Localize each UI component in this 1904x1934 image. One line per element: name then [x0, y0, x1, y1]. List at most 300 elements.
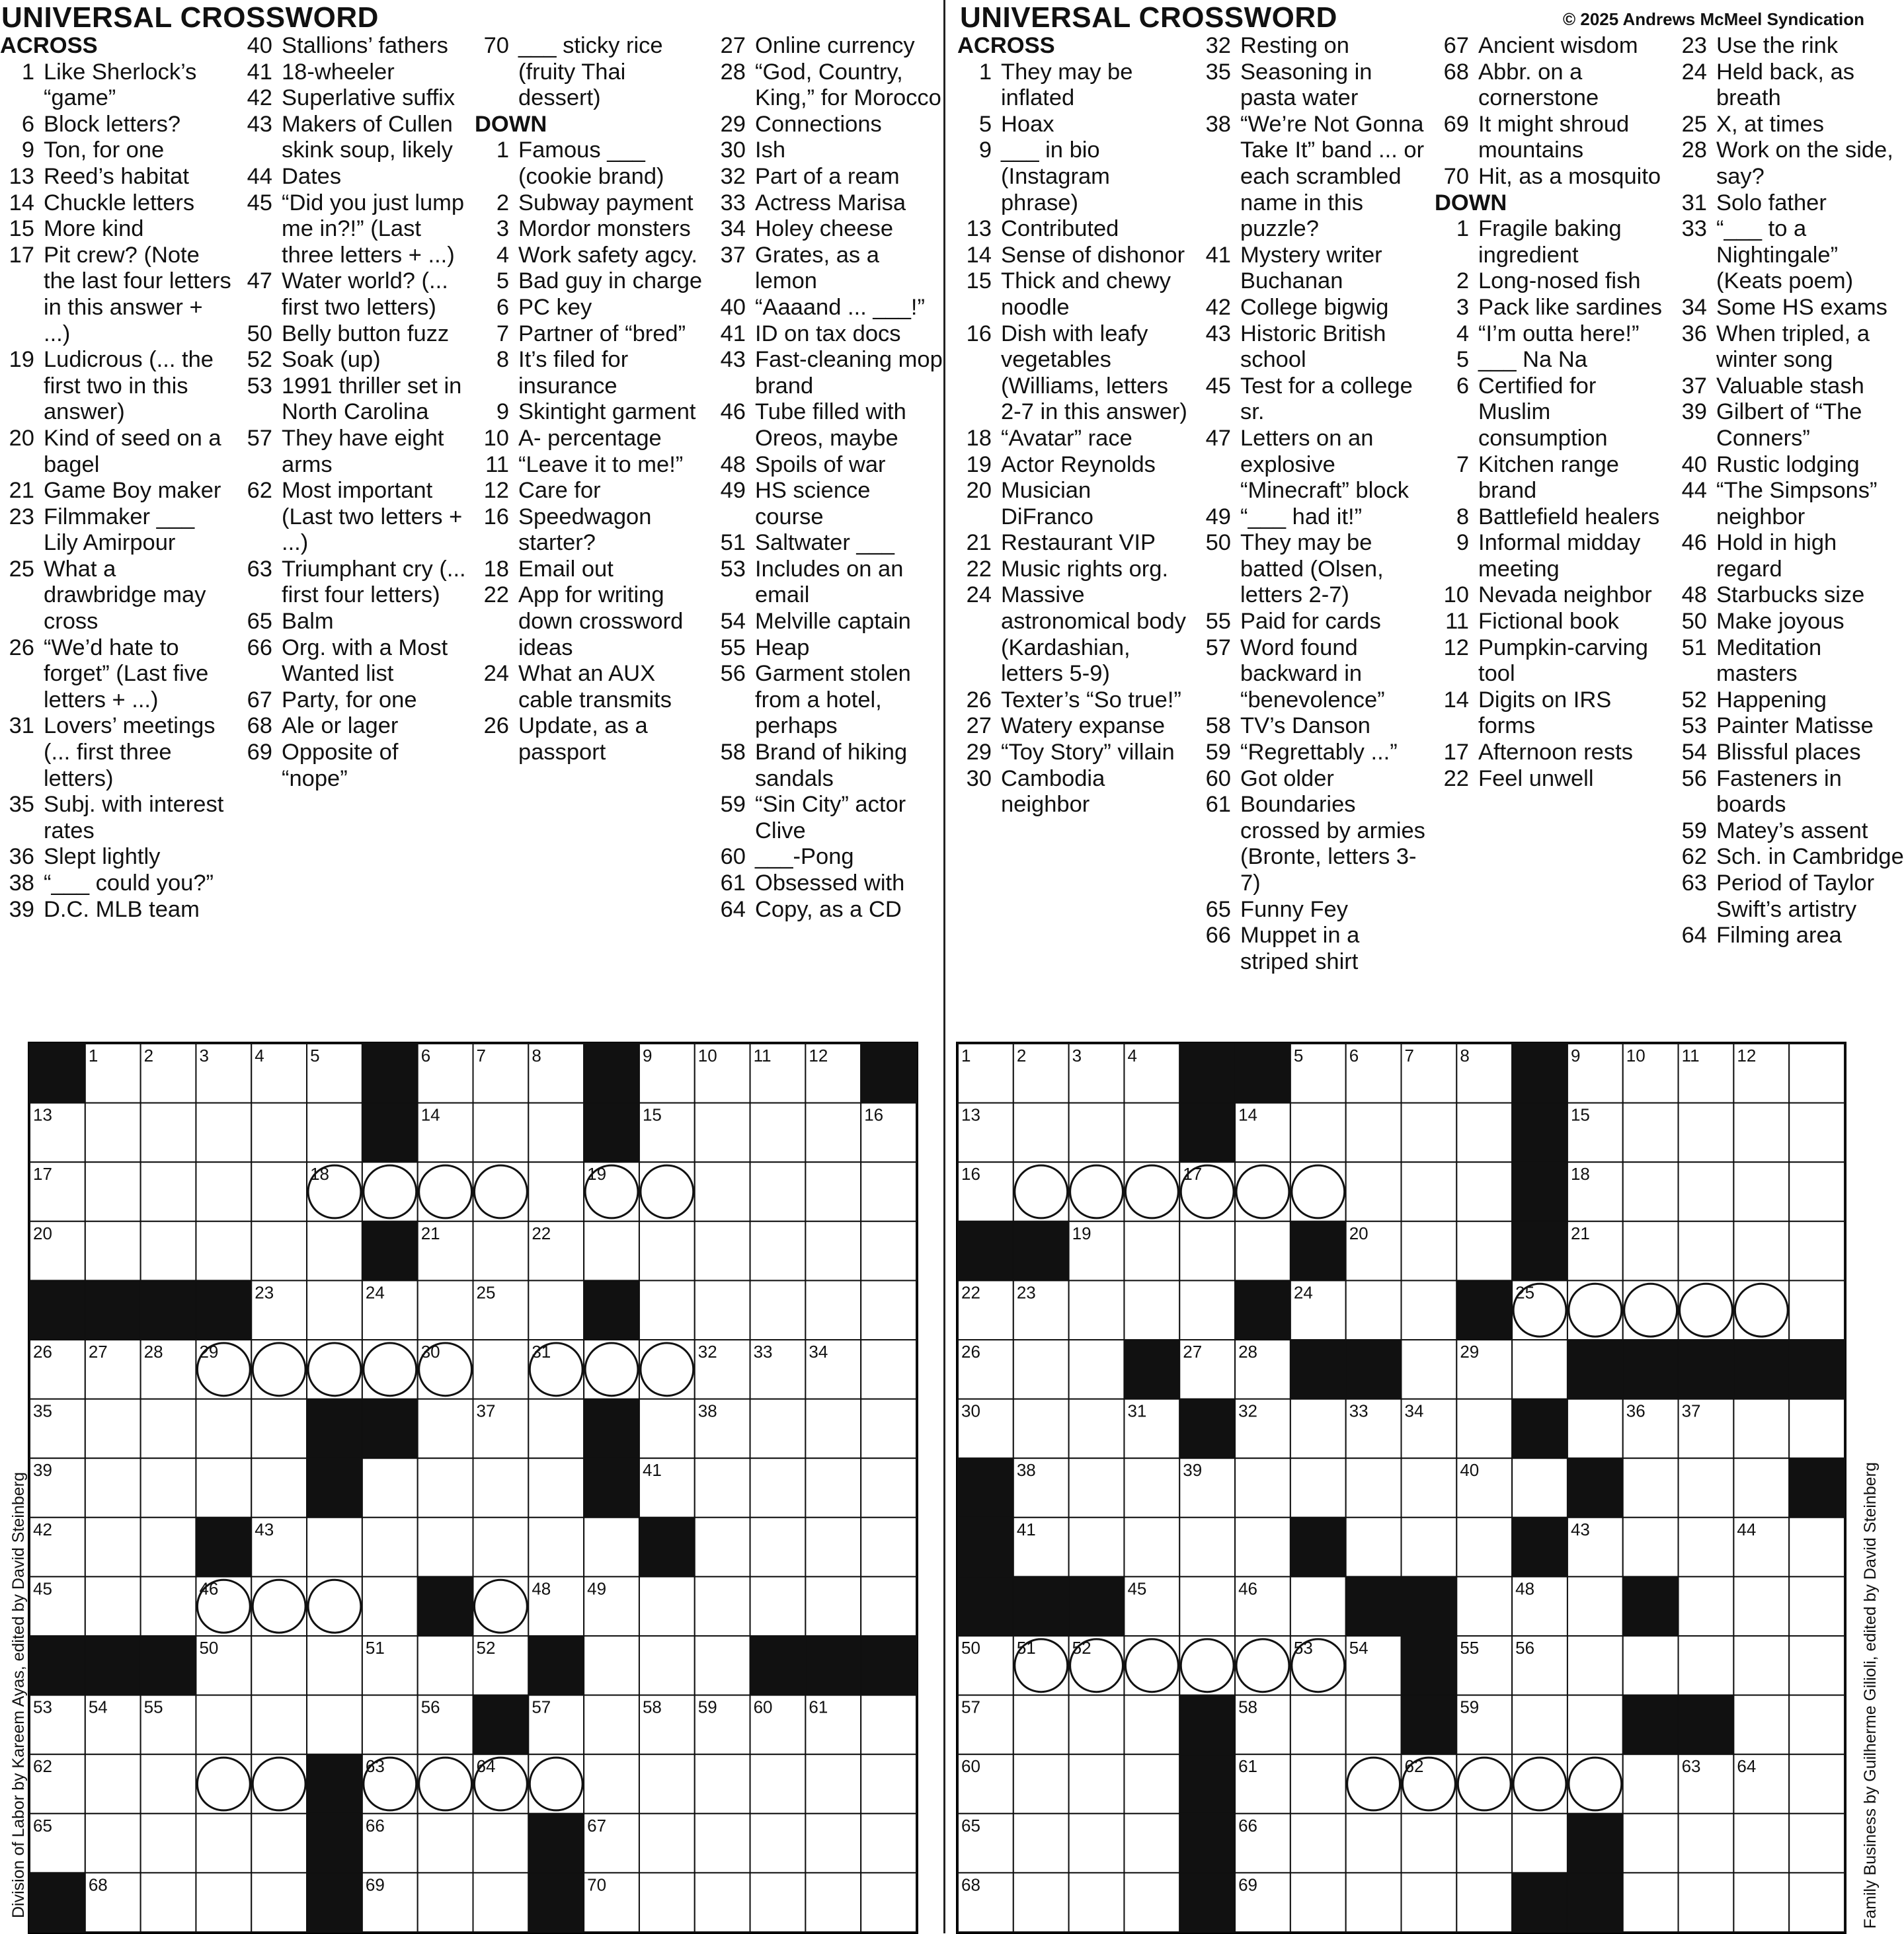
grid-cell[interactable]: [1567, 1754, 1623, 1814]
grid-cell[interactable]: [418, 1873, 473, 1932]
grid-cell[interactable]: [861, 1458, 916, 1518]
grid-cell[interactable]: [85, 1162, 141, 1221]
grid-cell[interactable]: [307, 1340, 362, 1399]
grid-cell[interactable]: [584, 1221, 639, 1281]
grid-cell[interactable]: [473, 1221, 529, 1281]
across-clue-9[interactable]: [957, 137, 1189, 216]
grid-cell[interactable]: [750, 1399, 806, 1459]
grid-cell[interactable]: [1069, 1458, 1125, 1518]
grid-cell[interactable]: [473, 1873, 529, 1932]
grid-cell[interactable]: [141, 1576, 196, 1636]
grid-cell[interactable]: [1733, 1695, 1789, 1755]
down-clue-56[interactable]: [1673, 766, 1904, 818]
grid-cell[interactable]: [1789, 1814, 1844, 1873]
grid-cell[interactable]: [1679, 1576, 1734, 1636]
down-clue-18[interactable]: [475, 557, 706, 583]
across-clue-13[interactable]: [0, 164, 231, 190]
across-clue-58[interactable]: [1197, 713, 1428, 740]
grid-cell[interactable]: [528, 1458, 584, 1518]
across-clue-1[interactable]: [0, 59, 231, 112]
right-crossword-grid[interactable]: [956, 1042, 1846, 1934]
across-clue-44[interactable]: [238, 164, 469, 190]
grid-cell[interactable]: [473, 1458, 529, 1518]
across-clue-26[interactable]: [0, 635, 231, 714]
across-clue-68[interactable]: [1435, 59, 1666, 112]
grid-cell[interactable]: [639, 1340, 695, 1399]
grid-cell[interactable]: [695, 1162, 750, 1221]
grid-cell[interactable]: [1290, 1695, 1346, 1755]
grid-cell[interactable]: [1402, 1518, 1457, 1577]
grid-cell[interactable]: [861, 1340, 916, 1399]
grid-cell[interactable]: [1402, 1814, 1457, 1873]
grid-cell[interactable]: [1733, 1458, 1789, 1518]
down-clue-9[interactable]: [475, 399, 706, 426]
down-clue-48[interactable]: [711, 452, 943, 479]
across-clue-61[interactable]: [1197, 792, 1428, 896]
grid-cell[interactable]: [85, 1518, 141, 1577]
grid-cell[interactable]: [1013, 1162, 1069, 1221]
down-clue-46[interactable]: [711, 399, 943, 451]
grid-cell[interactable]: [1456, 1754, 1512, 1814]
down-clue-31[interactable]: [1673, 190, 1904, 217]
grid-cell[interactable]: [1789, 1695, 1844, 1755]
grid-cell[interactable]: [1013, 1103, 1069, 1163]
down-clue-37[interactable]: [711, 243, 943, 295]
across-clue-40[interactable]: [238, 33, 469, 59]
grid-cell[interactable]: [1789, 1221, 1844, 1281]
grid-cell[interactable]: [1179, 1280, 1235, 1340]
down-clue-24[interactable]: [1673, 59, 1904, 112]
grid-cell[interactable]: [805, 1518, 861, 1577]
grid-cell[interactable]: [584, 1754, 639, 1814]
down-clue-7[interactable]: [475, 321, 706, 348]
down-clue-43[interactable]: [711, 347, 943, 399]
grid-cell[interactable]: [1733, 1873, 1789, 1932]
grid-cell[interactable]: [418, 1399, 473, 1459]
down-clue-56[interactable]: [711, 661, 943, 740]
grid-cell[interactable]: [362, 1695, 418, 1755]
grid-cell[interactable]: [1789, 1754, 1844, 1814]
across-clue-15[interactable]: [0, 216, 231, 243]
grid-cell[interactable]: [251, 1221, 307, 1281]
grid-cell[interactable]: [528, 1162, 584, 1221]
down-clue-24[interactable]: [475, 661, 706, 713]
grid-cell[interactable]: [528, 1754, 584, 1814]
across-clue-66[interactable]: [1197, 923, 1428, 975]
grid-cell[interactable]: [362, 1162, 418, 1221]
grid-cell[interactable]: [1623, 1814, 1679, 1873]
grid-cell[interactable]: [196, 1458, 251, 1518]
across-clue-66[interactable]: [238, 635, 469, 687]
grid-cell[interactable]: [1679, 1636, 1734, 1695]
across-clue-47[interactable]: [1197, 426, 1428, 504]
down-clue-30[interactable]: [711, 137, 943, 164]
down-clue-6[interactable]: [475, 295, 706, 321]
grid-cell[interactable]: [1623, 1221, 1679, 1281]
down-clue-26[interactable]: [475, 713, 706, 765]
grid-cell[interactable]: [1456, 1576, 1512, 1636]
across-clue-19[interactable]: [0, 347, 231, 426]
grid-cell[interactable]: [1789, 1162, 1844, 1221]
grid-cell[interactable]: [695, 1103, 750, 1163]
grid-cell[interactable]: [307, 1695, 362, 1755]
grid-cell[interactable]: [1789, 1518, 1844, 1577]
grid-cell[interactable]: [1512, 1340, 1567, 1399]
across-clue-49[interactable]: [1197, 504, 1428, 531]
grid-cell[interactable]: [1623, 1458, 1679, 1518]
grid-cell[interactable]: [861, 1221, 916, 1281]
grid-cell[interactable]: [805, 1221, 861, 1281]
grid-cell[interactable]: [1789, 1280, 1844, 1340]
grid-cell[interactable]: [1512, 1814, 1567, 1873]
grid-cell[interactable]: [141, 1814, 196, 1873]
grid-cell[interactable]: [418, 1280, 473, 1340]
across-clue-17[interactable]: [0, 243, 231, 347]
grid-cell[interactable]: [1623, 1162, 1679, 1221]
grid-cell[interactable]: [1346, 1695, 1402, 1755]
across-clue-39[interactable]: [0, 897, 231, 923]
grid-cell[interactable]: [750, 1754, 806, 1814]
grid-cell[interactable]: [1069, 1103, 1125, 1163]
grid-cell[interactable]: [1124, 1458, 1179, 1518]
grid-cell[interactable]: [307, 1221, 362, 1281]
across-clue-65[interactable]: [1197, 897, 1428, 923]
grid-cell[interactable]: [1789, 1399, 1844, 1459]
across-clue-15[interactable]: [957, 268, 1189, 321]
down-clue-54[interactable]: [711, 609, 943, 635]
grid-cell[interactable]: [750, 1576, 806, 1636]
grid-cell[interactable]: [1235, 1518, 1290, 1577]
grid-cell[interactable]: [1512, 1754, 1567, 1814]
grid-cell[interactable]: [750, 1458, 806, 1518]
down-clue-36[interactable]: [1673, 321, 1904, 373]
grid-cell[interactable]: [528, 1103, 584, 1163]
down-clue-58[interactable]: [711, 740, 943, 792]
grid-cell[interactable]: [861, 1576, 916, 1636]
grid-cell[interactable]: [1456, 1873, 1512, 1932]
grid-cell[interactable]: [1179, 1221, 1235, 1281]
grid-cell[interactable]: [1290, 1399, 1346, 1459]
grid-cell[interactable]: [1512, 1695, 1567, 1755]
grid-cell[interactable]: [1346, 1103, 1402, 1163]
grid-cell[interactable]: [141, 1221, 196, 1281]
down-clue-9[interactable]: [1435, 530, 1666, 582]
down-clue-51[interactable]: [1673, 635, 1904, 687]
grid-cell[interactable]: [85, 1103, 141, 1163]
grid-cell[interactable]: [418, 1754, 473, 1814]
grid-cell[interactable]: [1456, 1518, 1512, 1577]
across-clue-30[interactable]: [957, 766, 1189, 818]
down-clue-4[interactable]: [1435, 321, 1666, 348]
grid-cell[interactable]: [528, 1399, 584, 1459]
grid-cell[interactable]: [1679, 1458, 1734, 1518]
across-clue-69[interactable]: [1435, 112, 1666, 164]
down-clue-10[interactable]: [475, 426, 706, 452]
down-clue-53[interactable]: [1673, 713, 1904, 740]
grid-cell[interactable]: [805, 1814, 861, 1873]
grid-cell[interactable]: [639, 1576, 695, 1636]
grid-cell[interactable]: [1179, 1636, 1235, 1695]
grid-cell[interactable]: [1733, 1221, 1789, 1281]
grid-cell[interactable]: [1179, 1576, 1235, 1636]
grid-cell[interactable]: [861, 1873, 916, 1932]
grid-cell[interactable]: [141, 1399, 196, 1459]
down-clue-16[interactable]: [475, 504, 706, 557]
grid-cell[interactable]: [1124, 1162, 1179, 1221]
grid-cell[interactable]: [805, 1280, 861, 1340]
grid-cell[interactable]: [1679, 1103, 1734, 1163]
across-clue-25[interactable]: [0, 557, 231, 635]
grid-cell[interactable]: [1733, 1162, 1789, 1221]
across-clue-41[interactable]: [238, 59, 469, 86]
grid-cell[interactable]: [1789, 1873, 1844, 1932]
grid-canvas[interactable]: [30, 1044, 916, 1932]
grid-cell[interactable]: [473, 1340, 529, 1399]
grid-cell[interactable]: [1013, 1873, 1069, 1932]
grid-cell[interactable]: [805, 1873, 861, 1932]
across-clue-26[interactable]: [957, 687, 1189, 714]
down-clue-27[interactable]: [711, 33, 943, 59]
grid-cell[interactable]: [1456, 1103, 1512, 1163]
grid-cell[interactable]: [1069, 1399, 1125, 1459]
down-clue-3[interactable]: [1435, 295, 1666, 321]
grid-cell[interactable]: [1402, 1873, 1457, 1932]
across-clue-70[interactable]: [475, 33, 706, 112]
across-clue-42[interactable]: [1197, 295, 1428, 321]
grid-cell[interactable]: [861, 1162, 916, 1221]
across-clue-38[interactable]: [0, 870, 231, 897]
grid-cell[interactable]: [1235, 1636, 1290, 1695]
grid-cell[interactable]: [805, 1399, 861, 1459]
grid-cell[interactable]: [362, 1576, 418, 1636]
grid-cell[interactable]: [1346, 1458, 1402, 1518]
grid-cell[interactable]: [307, 1518, 362, 1577]
down-clue-29[interactable]: [711, 112, 943, 138]
across-clue-57[interactable]: [1197, 635, 1428, 714]
across-clue-19[interactable]: [957, 452, 1189, 479]
grid-cell[interactable]: [251, 1103, 307, 1163]
grid-cell[interactable]: [307, 1636, 362, 1695]
grid-cell[interactable]: [528, 1518, 584, 1577]
grid-cell[interactable]: [639, 1814, 695, 1873]
across-clue-43[interactable]: [238, 112, 469, 164]
across-clue-67[interactable]: [238, 687, 469, 714]
across-clue-32[interactable]: [1197, 33, 1428, 59]
grid-cell[interactable]: [1069, 1280, 1125, 1340]
grid-cell[interactable]: [1402, 1458, 1457, 1518]
grid-cell[interactable]: [1402, 1280, 1457, 1340]
down-clue-49[interactable]: [711, 478, 943, 530]
down-clue-2[interactable]: [1435, 268, 1666, 295]
grid-cell[interactable]: [1069, 1814, 1125, 1873]
grid-cell[interactable]: [1733, 1636, 1789, 1695]
down-clue-12[interactable]: [1435, 635, 1666, 687]
across-clue-42[interactable]: [238, 85, 469, 112]
down-clue-50[interactable]: [1673, 609, 1904, 635]
down-clue-52[interactable]: [1673, 687, 1904, 714]
across-clue-22[interactable]: [957, 557, 1189, 583]
across-clue-59[interactable]: [1197, 740, 1428, 766]
grid-cell[interactable]: [1623, 1754, 1679, 1814]
grid-cell[interactable]: [141, 1518, 196, 1577]
grid-cell[interactable]: [1567, 1576, 1623, 1636]
grid-cell[interactable]: [1124, 1280, 1179, 1340]
grid-cell[interactable]: [750, 1162, 806, 1221]
down-clue-60[interactable]: [711, 844, 943, 870]
grid-cell[interactable]: [750, 1103, 806, 1163]
across-clue-38[interactable]: [1197, 112, 1428, 243]
grid-cell[interactable]: [1402, 1340, 1457, 1399]
grid-cell[interactable]: [861, 1518, 916, 1577]
grid-cell[interactable]: [141, 1754, 196, 1814]
grid-cell[interactable]: [695, 1280, 750, 1340]
grid-cell[interactable]: [1456, 1221, 1512, 1281]
grid-cell[interactable]: [473, 1103, 529, 1163]
grid-cell[interactable]: [1013, 1814, 1069, 1873]
grid-cell[interactable]: [1346, 1814, 1402, 1873]
grid-cell[interactable]: [1733, 1399, 1789, 1459]
down-clue-11[interactable]: [475, 452, 706, 479]
grid-cell[interactable]: [251, 1576, 307, 1636]
grid-cell[interactable]: [1733, 1103, 1789, 1163]
grid-cell[interactable]: [1124, 1221, 1179, 1281]
grid-cell[interactable]: [473, 1814, 529, 1873]
grid-cell[interactable]: [196, 1103, 251, 1163]
grid-cell[interactable]: [1235, 1162, 1290, 1221]
grid-cell[interactable]: [196, 1162, 251, 1221]
across-clue-16[interactable]: [957, 321, 1189, 426]
grid-cell[interactable]: [695, 1518, 750, 1577]
down-clue-28[interactable]: [1673, 137, 1904, 190]
grid-cell[interactable]: [1013, 1340, 1069, 1399]
down-clue-14[interactable]: [1435, 687, 1666, 740]
grid-cell[interactable]: [639, 1221, 695, 1281]
grid-cell[interactable]: [473, 1162, 529, 1221]
grid-cell[interactable]: [1290, 1754, 1346, 1814]
down-clue-33[interactable]: [1673, 216, 1904, 295]
grid-cell[interactable]: [1346, 1280, 1402, 1340]
across-clue-35[interactable]: [0, 792, 231, 844]
grid-cell[interactable]: [1069, 1695, 1125, 1755]
grid-cell[interactable]: [418, 1458, 473, 1518]
down-clue-11[interactable]: [1435, 609, 1666, 635]
down-clue-41[interactable]: [711, 321, 943, 348]
down-clue-8[interactable]: [475, 347, 706, 399]
across-clue-47[interactable]: [238, 268, 469, 321]
grid-cell[interactable]: [418, 1814, 473, 1873]
grid-cell[interactable]: [584, 1636, 639, 1695]
down-clue-32[interactable]: [711, 164, 943, 190]
grid-cell[interactable]: [362, 1340, 418, 1399]
grid-cell[interactable]: [196, 1873, 251, 1932]
grid-cell[interactable]: [1456, 1399, 1512, 1459]
down-clue-40[interactable]: [711, 295, 943, 321]
grid-cell[interactable]: [1733, 1280, 1789, 1340]
down-clue-25[interactable]: [1673, 112, 1904, 138]
grid-cell[interactable]: [1402, 1103, 1457, 1163]
grid-cell[interactable]: [861, 1814, 916, 1873]
grid-cell[interactable]: [639, 1399, 695, 1459]
grid-cell[interactable]: [639, 1162, 695, 1221]
grid-cell[interactable]: [1346, 1873, 1402, 1932]
down-clue-12[interactable]: [475, 478, 706, 504]
grid-cell[interactable]: [307, 1280, 362, 1340]
down-clue-64[interactable]: [711, 897, 943, 923]
across-clue-50[interactable]: [1197, 530, 1428, 609]
down-clue-59[interactable]: [711, 792, 943, 844]
grid-cell[interactable]: [1679, 1280, 1734, 1340]
grid-cell[interactable]: [1290, 1576, 1346, 1636]
grid-cell[interactable]: [251, 1695, 307, 1755]
across-clue-69[interactable]: [238, 740, 469, 792]
across-clue-1[interactable]: [957, 59, 1189, 112]
down-clue-33[interactable]: [711, 190, 943, 217]
down-clue-8[interactable]: [1435, 504, 1666, 531]
grid-cell[interactable]: [418, 1636, 473, 1695]
across-clue-45[interactable]: [1197, 373, 1428, 426]
grid-cell[interactable]: [695, 1576, 750, 1636]
across-clue-57[interactable]: [238, 426, 469, 478]
down-clue-6[interactable]: [1435, 373, 1666, 452]
grid-cell[interactable]: [1290, 1458, 1346, 1518]
across-clue-60[interactable]: [1197, 766, 1428, 793]
grid-cell[interactable]: [1013, 1754, 1069, 1814]
across-clue-41[interactable]: [1197, 243, 1428, 295]
down-clue-48[interactable]: [1673, 582, 1904, 609]
grid-cell[interactable]: [695, 1814, 750, 1873]
grid-cell[interactable]: [1069, 1873, 1125, 1932]
grid-cell[interactable]: [307, 1103, 362, 1163]
grid-cell[interactable]: [1402, 1221, 1457, 1281]
down-clue-64[interactable]: [1673, 923, 1904, 949]
grid-cell[interactable]: [1623, 1873, 1679, 1932]
across-clue-9[interactable]: [0, 137, 231, 164]
grid-cell[interactable]: [695, 1221, 750, 1281]
across-clue-13[interactable]: [957, 216, 1189, 243]
grid-cell[interactable]: [1069, 1162, 1125, 1221]
grid-cell[interactable]: [1679, 1162, 1734, 1221]
across-clue-20[interactable]: [957, 478, 1189, 530]
down-clue-5[interactable]: [1435, 347, 1666, 373]
down-clue-44[interactable]: [1673, 478, 1904, 530]
across-clue-21[interactable]: [957, 530, 1189, 557]
grid-cell[interactable]: [1456, 1814, 1512, 1873]
across-clue-70[interactable]: [1435, 164, 1666, 190]
down-clue-22[interactable]: [475, 582, 706, 661]
grid-cell[interactable]: [1733, 1576, 1789, 1636]
grid-cell[interactable]: [251, 1873, 307, 1932]
grid-cell[interactable]: [251, 1636, 307, 1695]
grid-cell[interactable]: [1124, 1814, 1179, 1873]
grid-cell[interactable]: [251, 1162, 307, 1221]
grid-cell[interactable]: [1069, 1518, 1125, 1577]
grid-cell[interactable]: [861, 1280, 916, 1340]
grid-cell[interactable]: [1623, 1103, 1679, 1163]
grid-cell[interactable]: [196, 1221, 251, 1281]
down-clue-22[interactable]: [1435, 766, 1666, 793]
grid-cell[interactable]: [639, 1873, 695, 1932]
grid-cell[interactable]: [1679, 1221, 1734, 1281]
grid-cell[interactable]: [528, 1280, 584, 1340]
across-clue-14[interactable]: [957, 243, 1189, 269]
across-clue-5[interactable]: [957, 112, 1189, 138]
grid-cell[interactable]: [473, 1518, 529, 1577]
down-clue-46[interactable]: [1673, 530, 1904, 582]
down-clue-40[interactable]: [1673, 452, 1904, 479]
grid-cell[interactable]: [1789, 1044, 1844, 1103]
across-clue-55[interactable]: [1197, 609, 1428, 635]
grid-cell[interactable]: [141, 1162, 196, 1221]
